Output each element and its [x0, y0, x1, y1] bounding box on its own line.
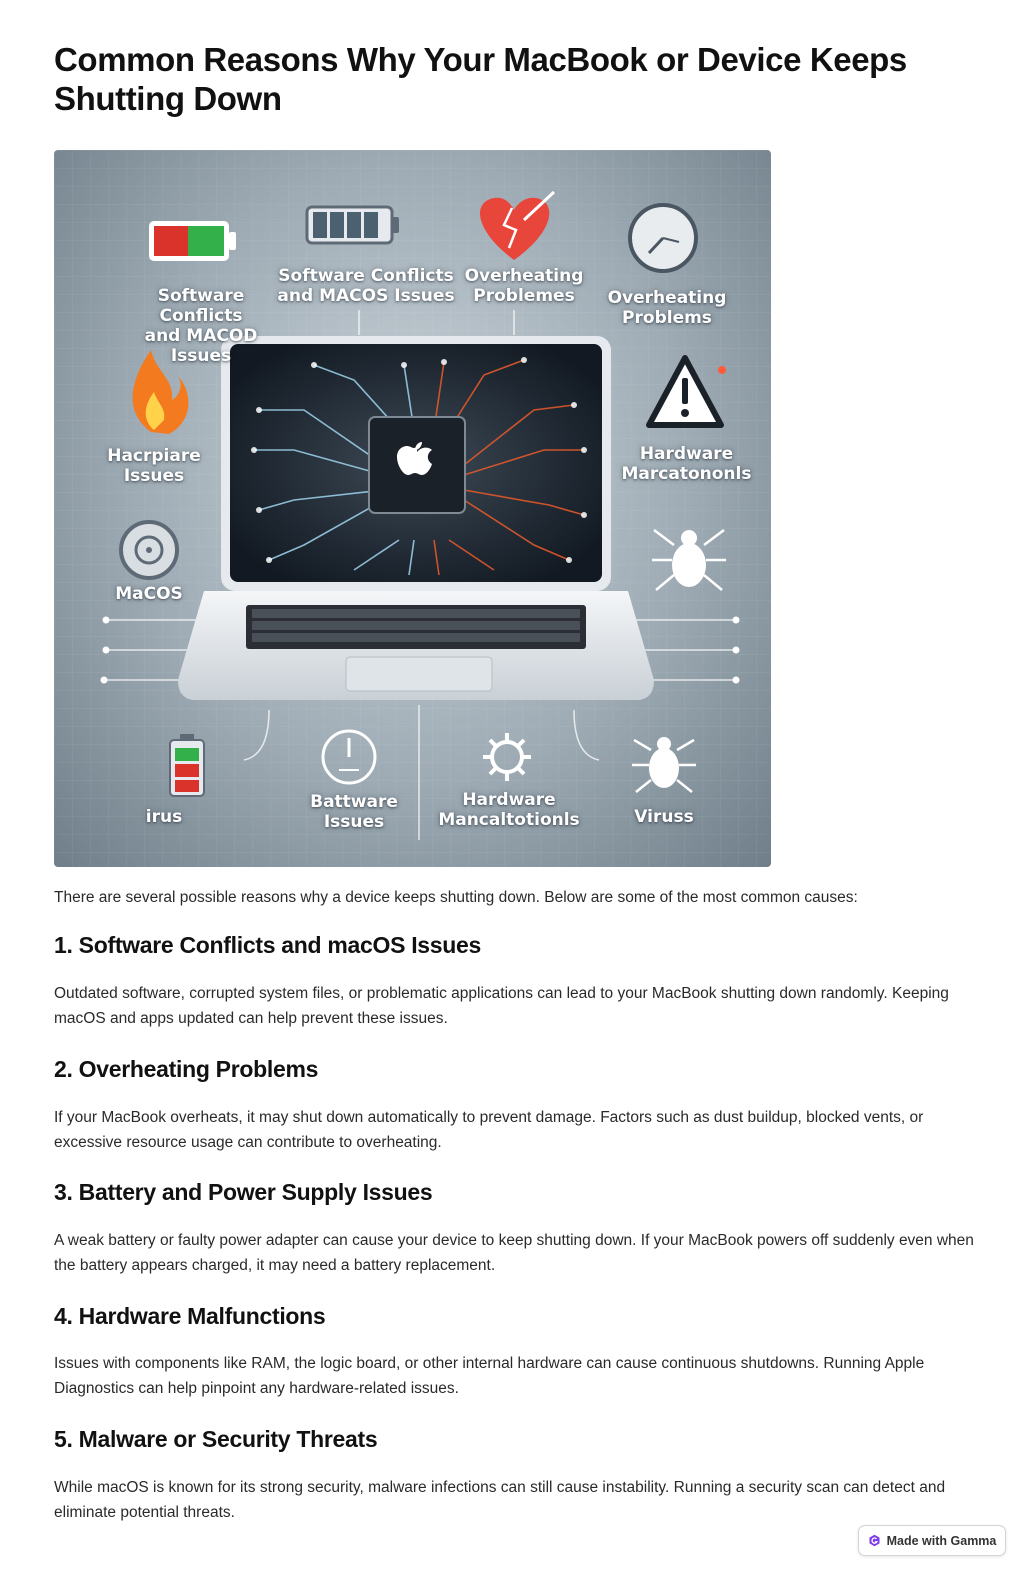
section-body: Issues with components like RAM, the logic board, or other internal hardware can cause continuous shutdowns. Running Apple Diagnostics can help pinpoint any hardware-related issues. — [54, 1355, 925, 1397]
section-heading: 5. Malware or Security Threats — [54, 1426, 378, 1452]
hero-label-virus-left: irus — [145, 807, 183, 827]
hero-label-overheating-top: Overheating Problemes — [464, 266, 584, 306]
made-with-gamma-button[interactable] — [858, 1525, 1006, 1556]
hero-label-hardware-bottom: Hardware Mancaltotionls — [438, 790, 580, 830]
section-body: Outdated software, corrupted system files, or problematic applications can lead to your MacBook shutting down randomly. Keeping macOS and apps updated can help prevent these issues. — [54, 985, 949, 1027]
section-heading: 2. Overheating Problems — [54, 1056, 319, 1082]
hero-label-software-left: Software Conflicts and MACOD Issues — [144, 286, 258, 366]
hero-label-virus-right: Viruss — [634, 807, 694, 827]
hero-label-overheating-right: Overheating Problems — [607, 288, 727, 328]
page-title: Common Reasons Why Your MacBook or Device Keeps Shutting Down — [54, 41, 907, 117]
hero-label-software-top: Software Conflicts and MACOS Issues — [277, 266, 455, 306]
intro-paragraph: There are several possible reasons why a device keeps shutting down. Below are some of the most common causes: — [54, 889, 858, 906]
section-heading: 3. Battery and Power Supply Issues — [54, 1179, 433, 1205]
section-body: If your MacBook overheats, it may shut down automatically to prevent damage. Factors such as dust buildup, blocked vents, or excessive resource usage can contribute to overheating. — [54, 1109, 924, 1151]
hero-label-hardware-left: Hacrpiare Issues — [107, 446, 201, 486]
badge-label: Made with Gamma — [886, 1533, 997, 1548]
section-heading: 1. Software Conflicts and macOS Issues — [54, 932, 482, 958]
section-heading: 4. Hardware Malfunctions — [54, 1303, 326, 1329]
hero-illustration — [54, 150, 771, 867]
hero-label-battware: Battware Issues — [310, 792, 398, 832]
gamma-logo-icon — [868, 1534, 881, 1547]
article — [54, 40, 974, 1521]
section-body: While macOS is known for its strong security, malware infections can still cause instability. Running a security scan can detect and eliminate potential threats. — [54, 1479, 946, 1521]
hero-label-hardware-right: Hardware Marcatononls — [621, 444, 752, 484]
hero-label-macos: MaCOS — [115, 584, 183, 604]
section-body: A weak battery or faulty power adapter can cause your device to keep shutting down. If your MacBook powers off suddenly even when the battery appears charged, it may need a battery replacement. — [54, 1232, 974, 1274]
